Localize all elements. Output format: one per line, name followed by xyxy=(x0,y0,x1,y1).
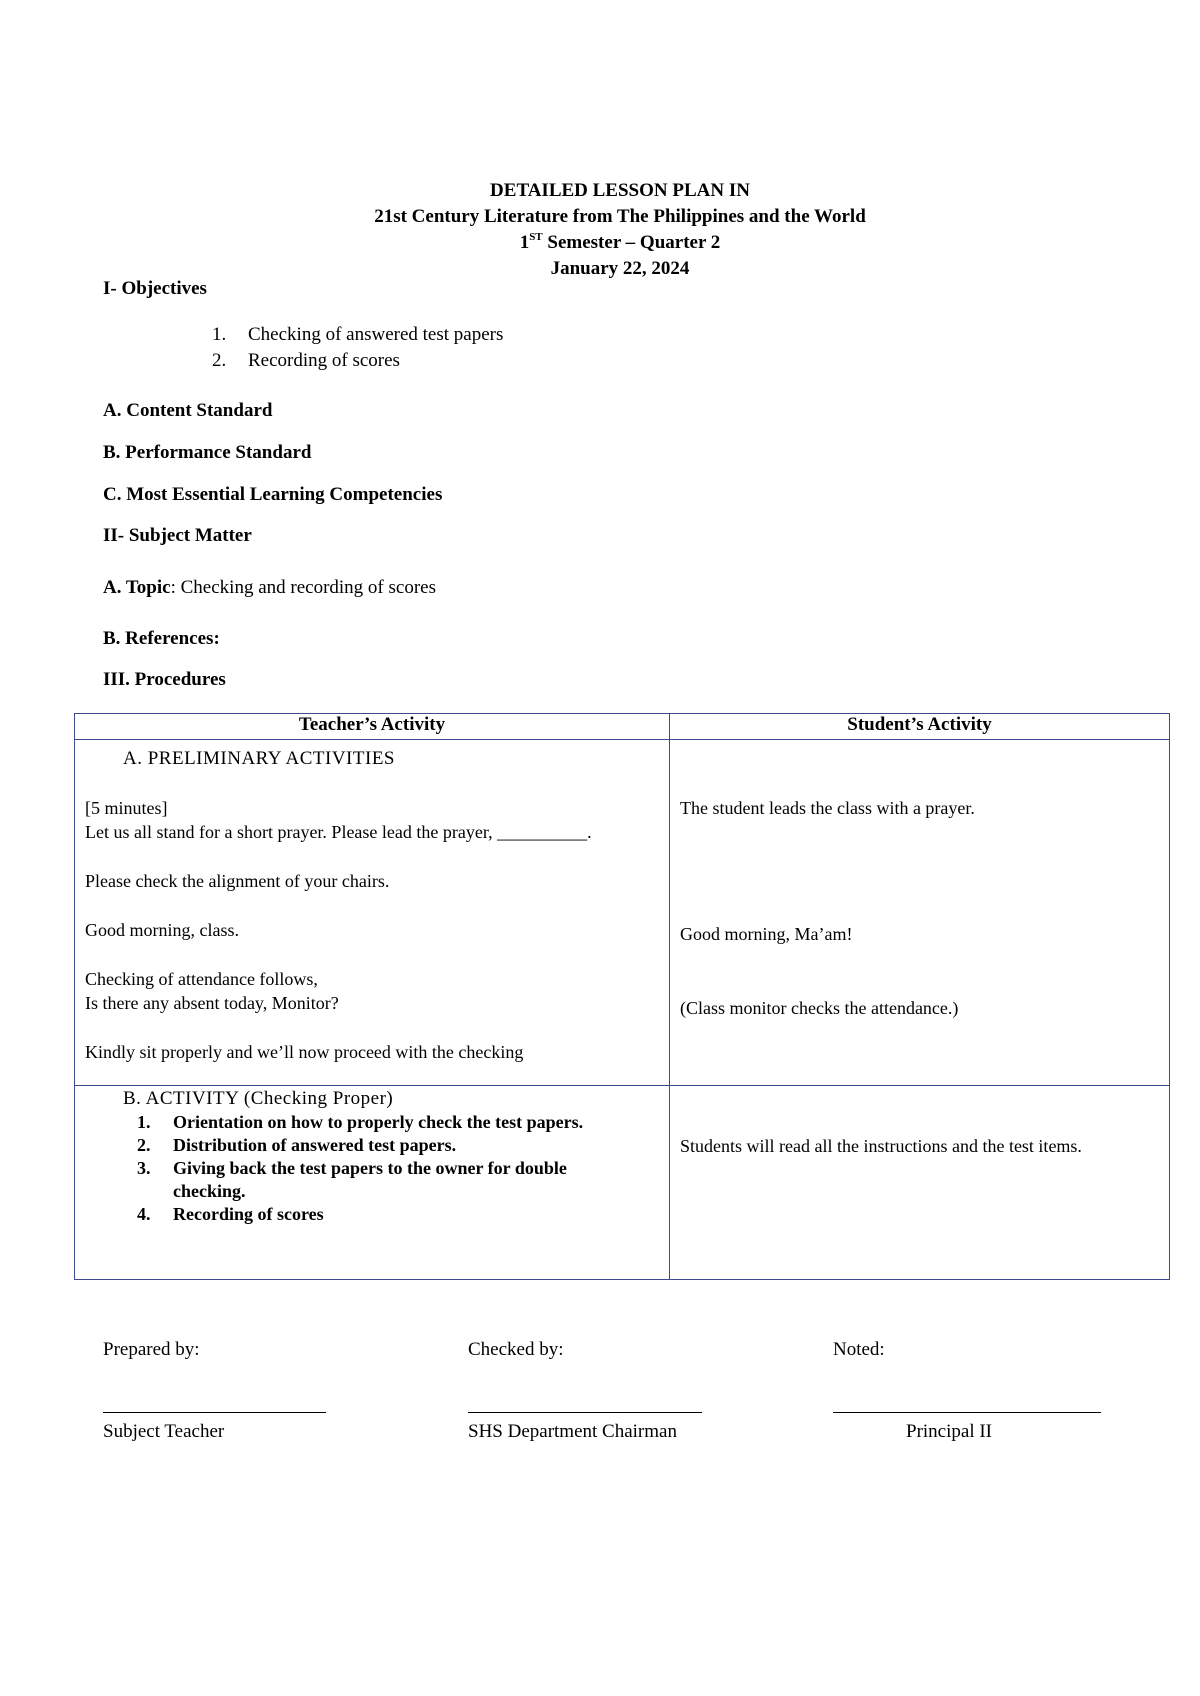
semester-line xyxy=(0,230,1200,256)
melc-heading: C. Most Essential Learning Competencies xyxy=(103,484,443,505)
noted-role: Principal II xyxy=(906,1421,993,1442)
table-header-row xyxy=(75,714,1170,740)
references-heading: B. References: xyxy=(103,628,220,649)
list-item: 2. Distribution of answered test papers. xyxy=(137,1135,457,1155)
student-line: Good morning, Ma’am! xyxy=(680,924,853,944)
title-line-2: 21st Century Literature from The Philippines and the World xyxy=(374,206,866,227)
activity-teacher-cell xyxy=(75,1086,670,1280)
list-item: 4. Recording of scores xyxy=(137,1204,324,1224)
list-item: 2. Recording of scores xyxy=(212,350,400,371)
preliminary-title: A. PRELIMINARY ACTIVITIES xyxy=(123,748,395,769)
noted-label: Noted: xyxy=(833,1339,885,1360)
topic-line xyxy=(103,577,436,599)
semester-text: Semester – Quarter 2 xyxy=(542,232,721,253)
teacher-line: Let us all stand for a short prayer. Please lead the prayer, __________. xyxy=(85,822,592,842)
student-activity-header: Student’s Activity xyxy=(670,714,1170,740)
student-line: (Class monitor checks the attendance.) xyxy=(680,998,959,1018)
list-item: 1. Orientation on how to properly check the test papers. xyxy=(137,1112,584,1132)
prepared-role: Subject Teacher xyxy=(103,1421,225,1442)
objectives-list xyxy=(212,322,503,374)
subject-matter-heading: II- Subject Matter xyxy=(103,525,252,546)
prepared-signature-line xyxy=(103,1412,326,1413)
topic-label: A. Topic xyxy=(103,577,171,598)
preliminary-teacher-cell xyxy=(75,740,670,1086)
list-item: 3. Giving back the test papers to the owner for double checking. xyxy=(137,1158,567,1201)
teacher-line: Checking of attendance follows, xyxy=(85,969,318,989)
date: January 22, 2024 xyxy=(550,258,690,279)
table-row xyxy=(75,740,1170,1086)
topic-text: : Checking and recording of scores xyxy=(170,577,436,598)
semester-number: 1 xyxy=(519,232,530,253)
activity-list xyxy=(137,1111,637,1226)
teacher-line: Kindly sit properly and we’ll now proceed with the checking xyxy=(85,1042,524,1062)
content-standard-heading: A. Content Standard xyxy=(103,400,273,421)
activity-title: B. ACTIVITY (Checking Proper) xyxy=(123,1088,394,1109)
activity-student-cell xyxy=(670,1086,1170,1280)
list-item: 1. Checking of answered test papers xyxy=(212,324,504,345)
checked-by-label: Checked by: xyxy=(468,1339,564,1360)
performance-standard-heading: B. Performance Standard xyxy=(103,442,312,463)
noted-signature-line xyxy=(833,1412,1101,1413)
preliminary-student-cell xyxy=(670,740,1170,1086)
prepared-by-label: Prepared by: xyxy=(103,1339,200,1360)
student-line: Students will read all the instructions and the test items. xyxy=(680,1136,1082,1156)
procedures-table xyxy=(74,713,1170,1280)
table-row xyxy=(75,1086,1170,1280)
checked-role: SHS Department Chairman xyxy=(468,1421,677,1442)
title-line-1: DETAILED LESSON PLAN IN xyxy=(490,180,750,201)
teacher-line: Is there any absent today, Monitor? xyxy=(85,993,339,1013)
student-line: The student leads the class with a prayer. xyxy=(680,798,975,818)
semester-superscript: ST xyxy=(529,231,543,243)
objectives-heading: I- Objectives xyxy=(103,278,207,299)
teacher-line: [5 minutes] xyxy=(85,798,168,818)
procedures-heading: III. Procedures xyxy=(103,669,226,690)
checked-signature-line xyxy=(468,1412,702,1413)
teacher-line: Good morning, class. xyxy=(85,920,239,940)
teacher-activity-header: Teacher’s Activity xyxy=(75,714,670,740)
document-title xyxy=(0,178,1200,282)
teacher-line: Please check the alignment of your chairs. xyxy=(85,871,390,891)
